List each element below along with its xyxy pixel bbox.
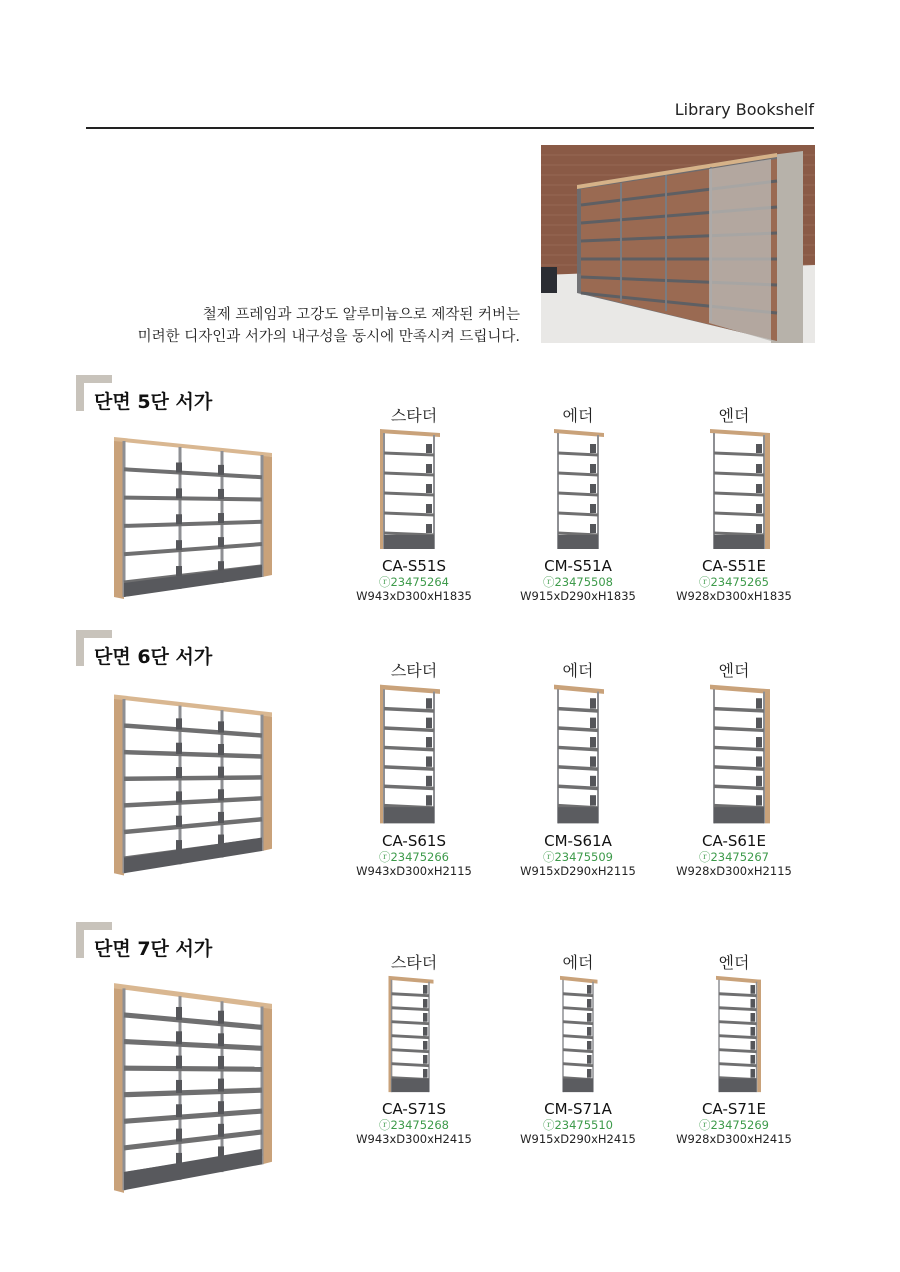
ender-unit-illustration xyxy=(704,972,764,1096)
model-number: CA-S71S xyxy=(382,1100,446,1118)
model-number: CM-S71A xyxy=(544,1100,612,1118)
model-number: CA-S51S xyxy=(382,557,446,575)
unit-column-starter xyxy=(334,403,494,604)
dimensions: W915xD290xH1835 xyxy=(520,589,636,603)
unit-column-adder xyxy=(498,658,658,879)
section-5-shelf xyxy=(0,375,900,635)
unit-type-label: 에더 xyxy=(562,406,594,425)
adder-unit-illustration xyxy=(538,425,618,553)
hero-photo-library-shelves xyxy=(541,145,815,343)
registration-number: ⓡ23475266 xyxy=(378,850,450,864)
unit-type-label: 에더 xyxy=(562,661,594,680)
header-rule xyxy=(86,127,814,129)
registration-number: ⓡ23475264 xyxy=(378,575,450,589)
registration-number: ⓡ23475508 xyxy=(542,575,614,589)
dimensions: W943xD300xH2115 xyxy=(356,864,472,878)
unit-column-starter xyxy=(334,658,494,879)
unit-column-starter xyxy=(334,950,494,1147)
unit-type-label: 스타더 xyxy=(390,661,438,680)
registration-number: ⓡ23475267 xyxy=(698,850,770,864)
dimensions: W915xD290xH2115 xyxy=(520,864,636,878)
model-number: CA-S71E xyxy=(702,1100,766,1118)
registration-number: ⓡ23475509 xyxy=(542,850,614,864)
model-number: CM-S61A xyxy=(544,832,612,850)
unit-type-label: 엔더 xyxy=(718,406,750,425)
unit-type-label: 스타더 xyxy=(390,953,438,972)
unit-type-label: 스타더 xyxy=(390,406,438,425)
ender-unit-illustration xyxy=(694,680,774,828)
ender-unit-illustration xyxy=(694,425,774,553)
dimensions: W928xD300xH2115 xyxy=(676,864,792,878)
dimensions: W928xD300xH2415 xyxy=(676,1132,792,1146)
intro-text xyxy=(138,304,520,348)
intro-line-2: 미려한 디자인과 서가의 내구성을 동시에 만족시켜 드립니다. xyxy=(137,329,520,345)
unit-column-adder xyxy=(498,403,658,604)
section-6-shelf xyxy=(0,630,900,890)
unit-column-ender xyxy=(654,658,814,879)
dimensions: W915xD290xH2415 xyxy=(520,1132,636,1146)
starter-unit-illustration xyxy=(374,680,454,828)
section-title: 단면 7단 서가 xyxy=(94,938,213,960)
bookshelf-set-illustration xyxy=(110,690,280,880)
dimensions: W928xD300xH1835 xyxy=(676,589,792,603)
bookshelf-set-illustration xyxy=(110,433,280,603)
starter-unit-illustration xyxy=(374,425,454,553)
model-number: CA-S51E xyxy=(702,557,766,575)
starter-unit-illustration xyxy=(384,972,444,1096)
unit-type-label: 엔더 xyxy=(718,661,750,680)
adder-unit-illustration xyxy=(548,972,608,1096)
model-number: CA-S61S xyxy=(382,832,446,850)
registration-number: ⓡ23475268 xyxy=(378,1118,450,1132)
registration-number: ⓡ23475265 xyxy=(698,575,770,589)
page-header-title: Library Bookshelf xyxy=(674,100,814,119)
section-7-shelf xyxy=(0,922,900,1182)
unit-type-label: 엔더 xyxy=(718,953,750,972)
intro-line-1: 철제 프레임과 고강도 알루미늄으로 제작된 커버는 xyxy=(202,307,520,323)
dimensions: W943xD300xH2415 xyxy=(356,1132,472,1146)
unit-column-adder xyxy=(498,950,658,1147)
registration-number: ⓡ23475510 xyxy=(542,1118,614,1132)
model-number: CA-S61E xyxy=(702,832,766,850)
adder-unit-illustration xyxy=(538,680,618,828)
model-number: CM-S51A xyxy=(544,557,612,575)
dimensions: W943xD300xH1835 xyxy=(356,589,472,603)
section-title: 단면 6단 서가 xyxy=(94,646,213,668)
unit-column-ender xyxy=(654,950,814,1147)
bookshelf-set-illustration xyxy=(110,978,280,1198)
unit-column-ender xyxy=(654,403,814,604)
registration-number: ⓡ23475269 xyxy=(698,1118,770,1132)
section-title: 단면 5단 서가 xyxy=(94,391,213,413)
unit-type-label: 에더 xyxy=(562,953,594,972)
